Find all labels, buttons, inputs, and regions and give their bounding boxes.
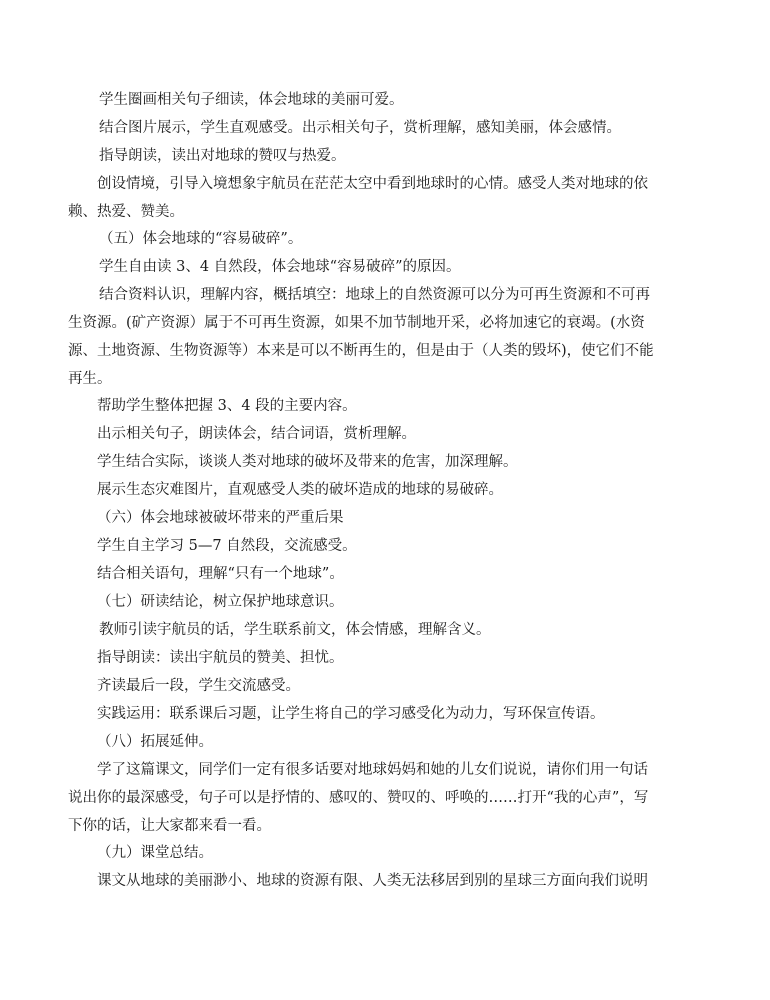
line: 下你的话，让大家都来看一看。 [68, 818, 271, 834]
line: 指导朗读：读出宇航员的赞美、担忧。 [97, 650, 344, 666]
line: 实践运用：联系课后习题，让学生将自己的学习感受化为动力，写环保宣传语。 [97, 706, 605, 722]
line: 出示相关句子，朗读体会，结合词语，赏析理解。 [97, 426, 416, 442]
line: 教师引读宇航员的话，学生联系前文，体会情感，理解含义。 [99, 622, 491, 638]
line: 创设情境，引导入境想象宇航员在茫茫太空中看到地球时的心情。感受人类对地球的依 [97, 176, 648, 192]
line: （六）体会地球被破坏带来的严重后果 [97, 510, 344, 526]
line: 源、土地资源、生物资源等）本来是可以不断再生的，但是由于（人类的毁坏)，使它们不能 [68, 343, 654, 359]
line: 学了这篇课文，同学们一定有很多话要对地球妈妈和她的儿女们说说，请你们用一句话 [97, 762, 648, 778]
line: 帮助学生整体把握 3、4 段的主要内容。 [97, 398, 357, 414]
line: （九）课堂总结。 [97, 845, 213, 861]
line: 指导朗读，读出对地球的赞叹与热爱。 [99, 148, 346, 164]
line: 课文从地球的美丽渺小、地球的资源有限、人类无法移居到别的星球三方面向我们说明 [97, 873, 648, 889]
line: （五）体会地球的“容易破碎”。 [99, 231, 303, 247]
line: （八）拓展延伸。 [97, 734, 213, 750]
line: 结合相关语句，理解“只有一个地球”。 [97, 566, 344, 582]
line: 学生圈画相关句子细读，体会地球的美丽可爱。 [99, 92, 404, 108]
line: 展示生态灾难图片，直观感受人类的破坏造成的地球的易破碎。 [97, 482, 503, 498]
line: （七）研读结论，树立保护地球意识。 [97, 594, 344, 610]
line: 说出你的最深感受，句子可以是抒情的、感叹的、赞叹的、呼唤的……打开“我的心声”，写 [68, 790, 649, 806]
line: 再生。 [68, 371, 112, 387]
line: 结合资料认识，理解内容，概括填空：地球上的自然资源可以分为可再生资源和不可再 [99, 287, 650, 303]
line: 学生自主学习 5—7 自然段，交流感受。 [97, 538, 357, 554]
line: 赖、热爱、赞美。 [68, 204, 184, 220]
line: 结合图片展示，学生直观感受。出示相关句子，赏析理解，感知美丽，体会感情。 [99, 120, 621, 136]
line: 生资源。(矿产资源）属于不可再生资源，如果不加节制地开采，必将加速它的衰竭。(水资 [68, 315, 645, 331]
line: 学生自由读 3、4 自然段，体会地球“容易破碎”的原因。 [99, 259, 461, 275]
line: 学生结合实际，谈谈人类对地球的破坏及带来的危害，加深理解。 [97, 454, 518, 470]
line: 齐读最后一段，学生交流感受。 [97, 678, 300, 694]
